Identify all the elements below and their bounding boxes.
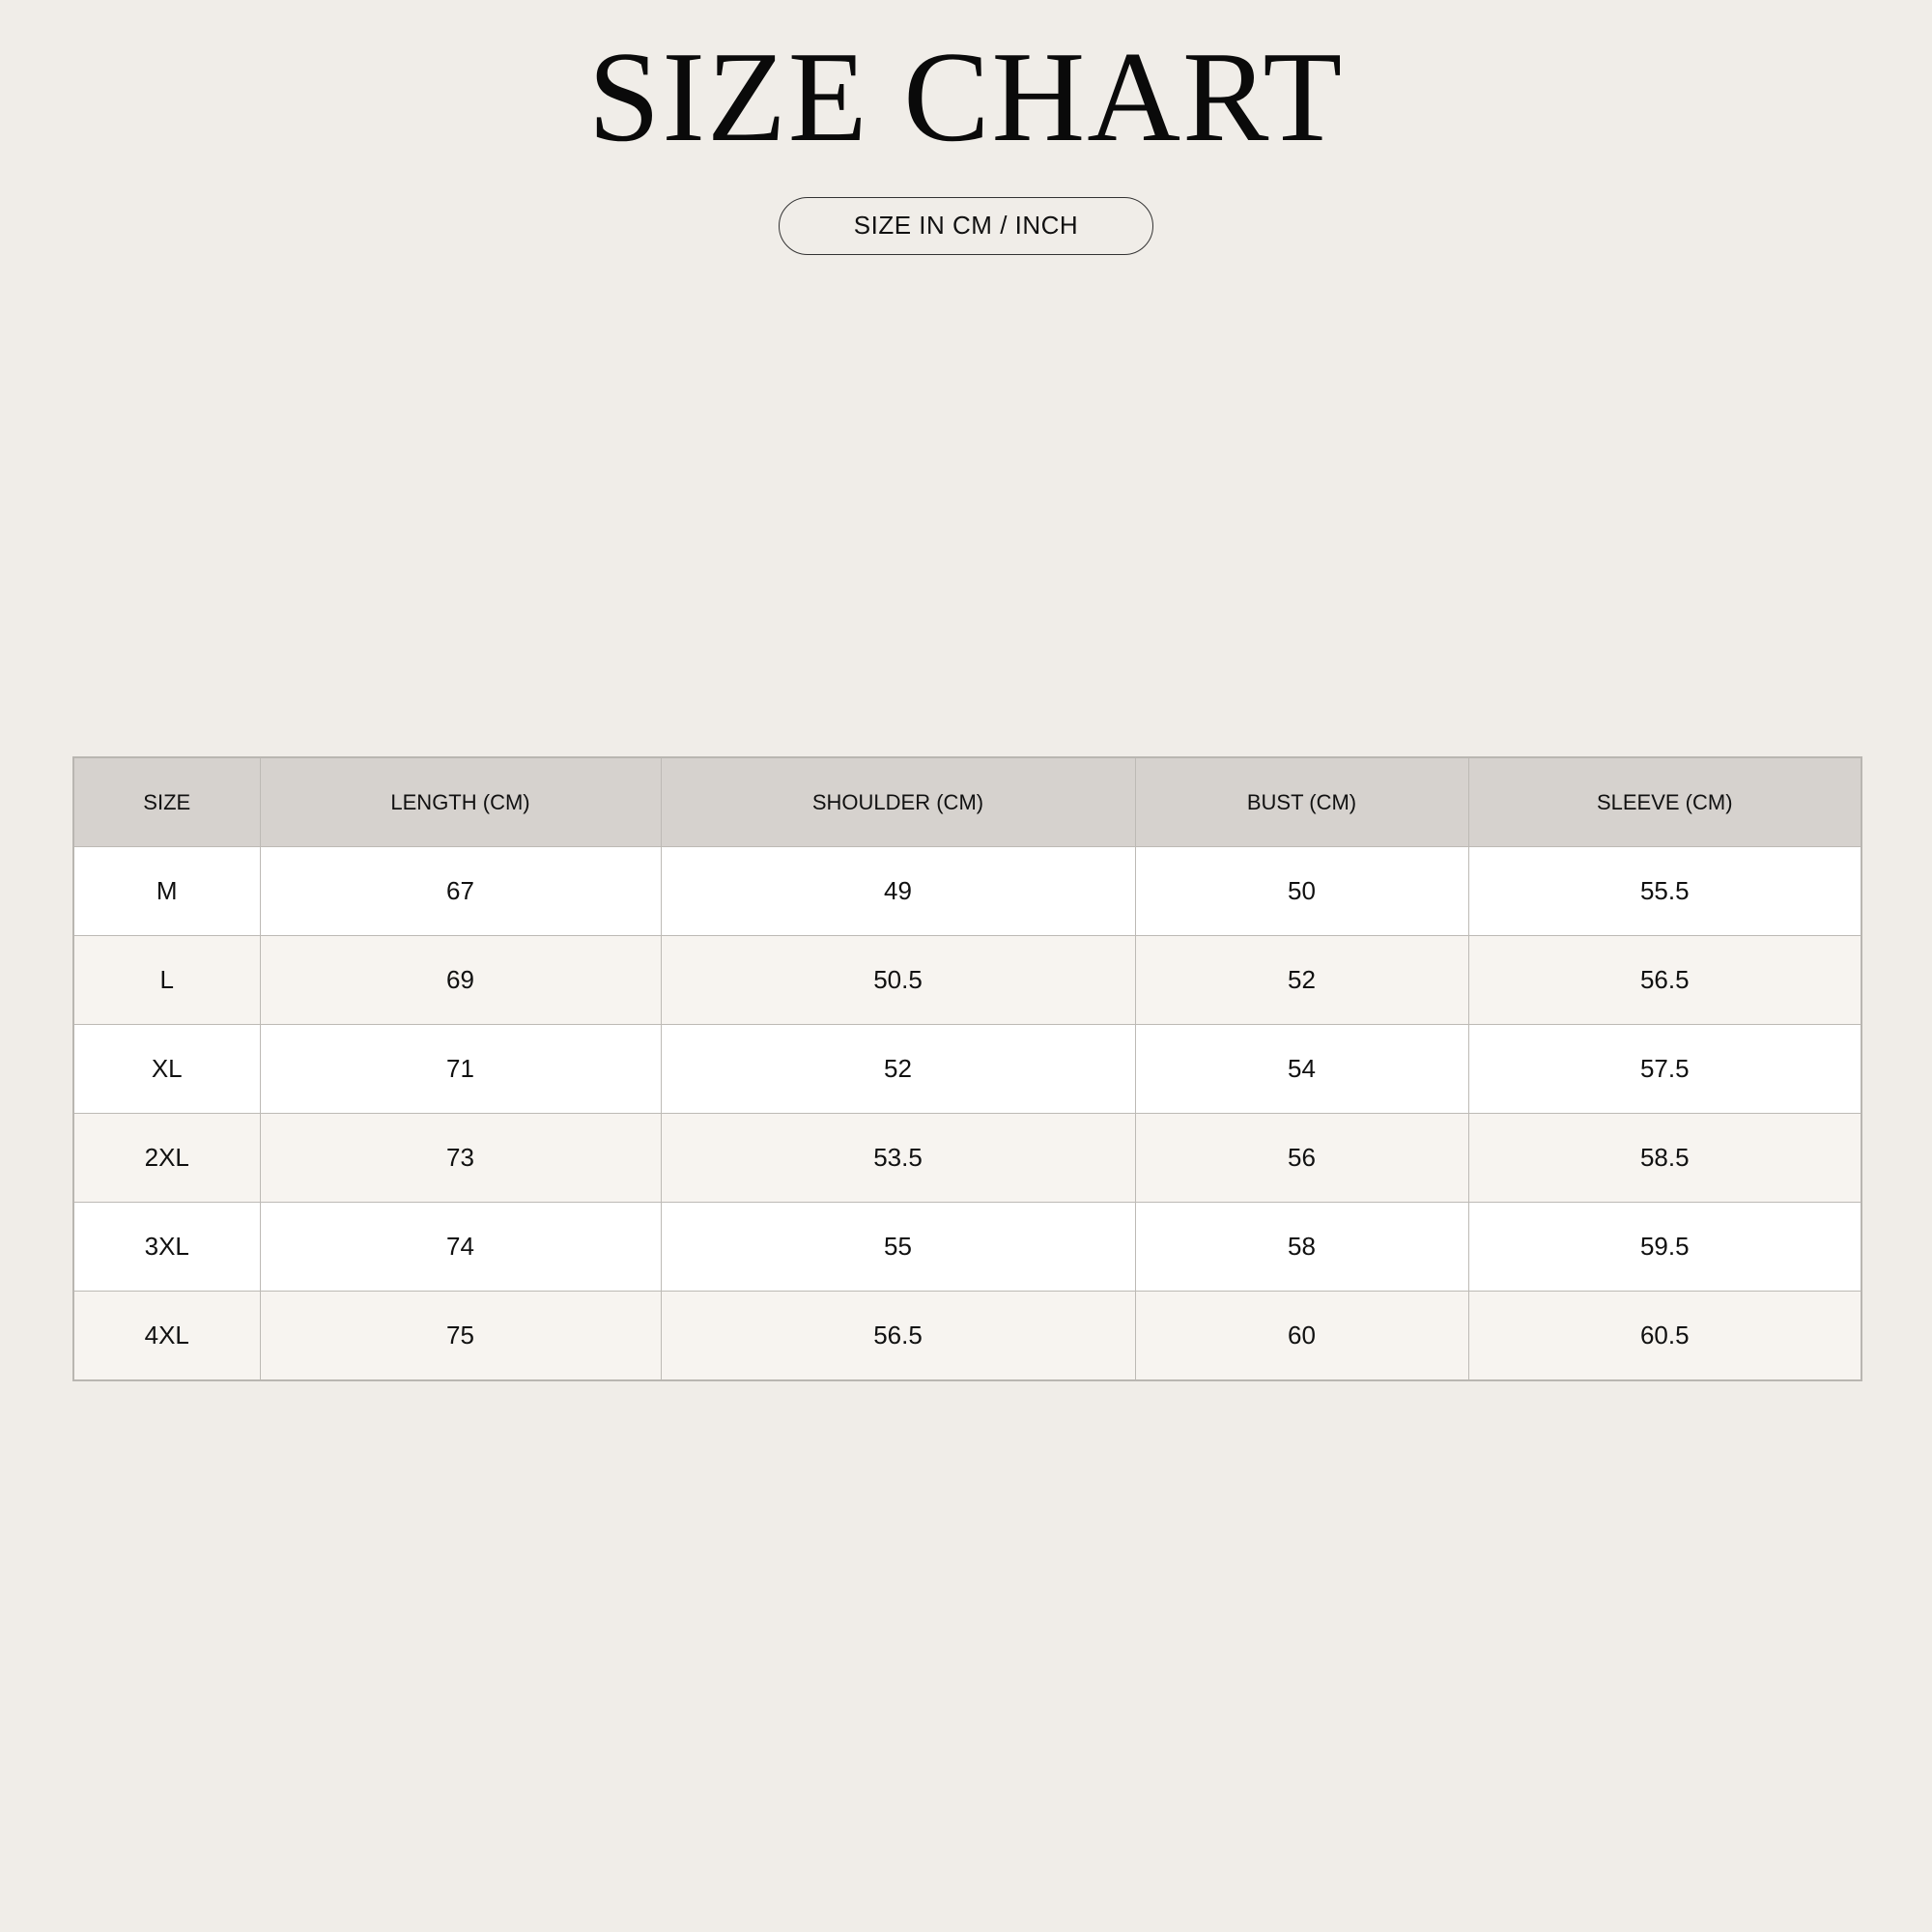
cell-bust: 58 (1135, 1203, 1468, 1292)
cell-bust: 50 (1135, 847, 1468, 936)
cell-sleeve: 55.5 (1468, 847, 1861, 936)
table-row (73, 936, 1861, 1025)
cell-bust: 56 (1135, 1114, 1468, 1203)
unit-label-badge: SIZE IN CM / INCH (779, 197, 1153, 255)
header-size: SIZE (73, 757, 260, 847)
table-row (73, 847, 1861, 936)
cell-size: L (73, 936, 260, 1025)
cell-bust: 52 (1135, 936, 1468, 1025)
cell-sleeve: 59.5 (1468, 1203, 1861, 1292)
header-length: LENGTH (CM) (260, 757, 661, 847)
table-header-row (73, 757, 1861, 847)
cell-length: 75 (260, 1292, 661, 1381)
cell-length: 71 (260, 1025, 661, 1114)
cell-sleeve: 60.5 (1468, 1292, 1861, 1381)
page-title: SIZE CHART (587, 25, 1345, 168)
cell-size: M (73, 847, 260, 936)
cell-size: XL (73, 1025, 260, 1114)
cell-shoulder: 52 (661, 1025, 1135, 1114)
cell-shoulder: 53.5 (661, 1114, 1135, 1203)
header-sleeve: SLEEVE (CM) (1468, 757, 1861, 847)
cell-shoulder: 50.5 (661, 936, 1135, 1025)
cell-bust: 54 (1135, 1025, 1468, 1114)
cell-bust: 60 (1135, 1292, 1468, 1381)
cell-sleeve: 56.5 (1468, 936, 1861, 1025)
cell-shoulder: 49 (661, 847, 1135, 936)
cell-size: 4XL (73, 1292, 260, 1381)
cell-length: 73 (260, 1114, 661, 1203)
cell-length: 69 (260, 936, 661, 1025)
table-row (73, 1203, 1861, 1292)
table-row (73, 1114, 1861, 1203)
cell-size: 3XL (73, 1203, 260, 1292)
table-row (73, 1025, 1861, 1114)
cell-shoulder: 55 (661, 1203, 1135, 1292)
cell-shoulder: 56.5 (661, 1292, 1135, 1381)
cell-size: 2XL (73, 1114, 260, 1203)
cell-sleeve: 58.5 (1468, 1114, 1861, 1203)
cell-length: 67 (260, 847, 661, 936)
size-table (72, 756, 1862, 1381)
cell-length: 74 (260, 1203, 661, 1292)
table-row (73, 1292, 1861, 1381)
cell-sleeve: 57.5 (1468, 1025, 1861, 1114)
header-shoulder: SHOULDER (CM) (661, 757, 1135, 847)
header-bust: BUST (CM) (1135, 757, 1468, 847)
